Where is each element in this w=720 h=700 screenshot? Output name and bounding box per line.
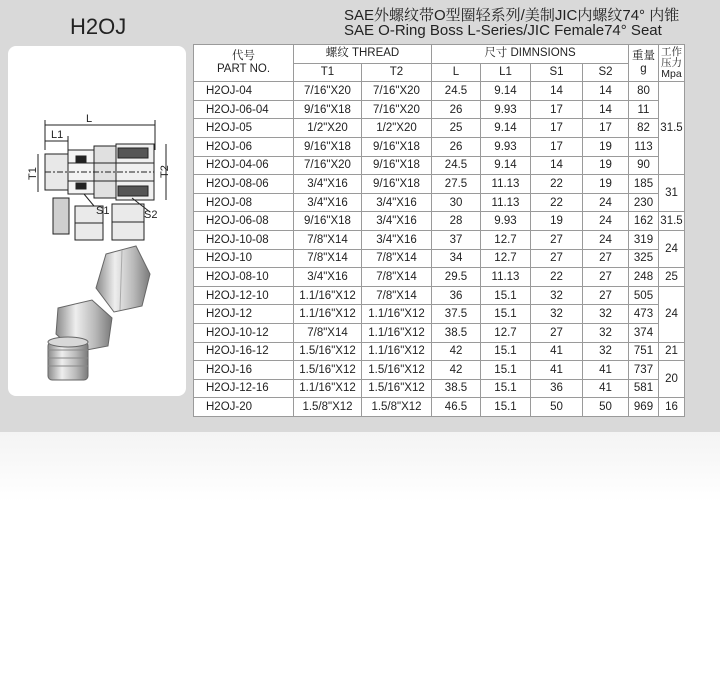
cell-pressure: 24 <box>659 286 685 342</box>
cell-l: 42 <box>432 342 481 361</box>
header-pressure-cn2: 压力 <box>661 56 682 69</box>
table-row <box>194 230 685 249</box>
cell-part-no: H2OJ-06-08 <box>194 212 294 231</box>
dim-label-S1: S1 <box>96 205 110 217</box>
cell-weight: 374 <box>629 323 659 342</box>
cell-l1: 15.1 <box>481 286 531 305</box>
cell-weight: 185 <box>629 175 659 194</box>
cell-s1: 22 <box>531 268 583 287</box>
cell-s2: 19 <box>583 156 629 175</box>
cell-l1: 9.93 <box>481 137 531 156</box>
cell-weight: 473 <box>629 305 659 324</box>
cell-t2: 9/16"X18 <box>362 137 432 156</box>
cell-s2: 32 <box>583 342 629 361</box>
cell-s1: 17 <box>531 100 583 119</box>
cell-s1: 36 <box>531 379 583 398</box>
cell-part-no: H2OJ-08-06 <box>194 175 294 194</box>
cell-l1: 9.14 <box>481 156 531 175</box>
cell-pressure: 20 <box>659 361 685 398</box>
cell-t1: 1.5/8"X12 <box>294 398 362 417</box>
cell-l1: 15.1 <box>481 379 531 398</box>
cell-t2: 3/4"X16 <box>362 212 432 231</box>
table-row <box>194 249 685 268</box>
cell-part-no: H2OJ-08 <box>194 193 294 212</box>
cell-t1: 3/4"X16 <box>294 268 362 287</box>
table-row <box>194 156 685 175</box>
header-part-no-en: PART NO. <box>216 63 271 76</box>
table-row <box>194 361 685 380</box>
dim-label-T2: T2 <box>159 165 171 178</box>
cell-part-no: H2OJ-12-16 <box>194 379 294 398</box>
cell-t2: 7/16"X20 <box>362 100 432 119</box>
cell-l: 24.5 <box>432 156 481 175</box>
cell-l1: 11.13 <box>481 175 531 194</box>
cell-s1: 17 <box>531 119 583 138</box>
product-code-title: H2OJ <box>70 14 127 39</box>
table-row <box>194 137 685 156</box>
cell-s2: 19 <box>583 175 629 194</box>
cell-pressure: 25 <box>659 268 685 287</box>
fitting-drawing <box>8 46 186 396</box>
cell-pressure: 31.5 <box>659 212 685 231</box>
cell-s2: 27 <box>583 268 629 287</box>
cell-s2: 24 <box>583 193 629 212</box>
table-row <box>194 305 685 324</box>
cell-l: 30 <box>432 193 481 212</box>
cell-l1: 11.13 <box>481 268 531 287</box>
cell-l1: 9.93 <box>481 212 531 231</box>
cell-l: 36 <box>432 286 481 305</box>
cell-t1: 1.1/16"X12 <box>294 305 362 324</box>
cell-pressure: 16 <box>659 398 685 417</box>
cell-l: 24.5 <box>432 82 481 101</box>
fitting-render <box>48 246 150 380</box>
table-row <box>194 268 685 287</box>
cell-t1: 1.5/16"X12 <box>294 342 362 361</box>
dim-label-T1: T1 <box>27 167 39 180</box>
cell-t2: 1.5/8"X12 <box>362 398 432 417</box>
cell-s2: 50 <box>583 398 629 417</box>
cell-l1: 9.93 <box>481 100 531 119</box>
cell-t1: 7/8"X14 <box>294 323 362 342</box>
header-dimensions: 尺寸 DIMNSIONS <box>432 45 629 64</box>
cell-weight: 80 <box>629 82 659 101</box>
table-row <box>194 175 685 194</box>
table-row <box>194 100 685 119</box>
header-l1: L1 <box>481 63 531 82</box>
cell-s1: 19 <box>531 212 583 231</box>
cell-weight: 969 <box>629 398 659 417</box>
cell-l1: 12.7 <box>481 230 531 249</box>
cell-s1: 27 <box>531 230 583 249</box>
cell-t2: 7/8"X14 <box>362 268 432 287</box>
table-row <box>194 82 685 101</box>
table-row <box>194 398 685 417</box>
header-s1: S1 <box>531 63 583 82</box>
cell-weight: 737 <box>629 361 659 380</box>
cell-s2: 24 <box>583 230 629 249</box>
cell-weight: 325 <box>629 249 659 268</box>
cell-l: 42 <box>432 361 481 380</box>
header-l: L <box>432 63 481 82</box>
cell-l1: 9.14 <box>481 82 531 101</box>
cell-part-no: H2OJ-16 <box>194 361 294 380</box>
page-shadow <box>0 432 720 502</box>
cell-t2: 3/4"X16 <box>362 230 432 249</box>
cell-weight: 11 <box>629 100 659 119</box>
cell-s1: 22 <box>531 175 583 194</box>
cell-s2: 27 <box>583 249 629 268</box>
cell-t1: 3/4"X16 <box>294 193 362 212</box>
cell-weight: 505 <box>629 286 659 305</box>
cell-part-no: H2OJ-12 <box>194 305 294 324</box>
cell-l: 38.5 <box>432 323 481 342</box>
cell-s2: 17 <box>583 119 629 138</box>
cell-l1: 15.1 <box>481 361 531 380</box>
cell-t1: 7/8"X14 <box>294 230 362 249</box>
cell-s2: 19 <box>583 137 629 156</box>
cell-t1: 1.1/16"X12 <box>294 379 362 398</box>
cell-part-no: H2OJ-06-04 <box>194 100 294 119</box>
cell-s2: 24 <box>583 212 629 231</box>
cell-l: 34 <box>432 249 481 268</box>
cell-s2: 41 <box>583 361 629 380</box>
cell-t2: 9/16"X18 <box>362 175 432 194</box>
header-t1: T1 <box>294 63 362 82</box>
table-row <box>194 379 685 398</box>
cell-s1: 50 <box>531 398 583 417</box>
cell-l: 37.5 <box>432 305 481 324</box>
cell-l: 29.5 <box>432 268 481 287</box>
table-row <box>194 212 685 231</box>
cell-part-no: H2OJ-10-08 <box>194 230 294 249</box>
cell-pressure: 21 <box>659 342 685 361</box>
cell-l1: 9.14 <box>481 119 531 138</box>
cell-weight: 82 <box>629 119 659 138</box>
cell-l: 26 <box>432 137 481 156</box>
cell-t1: 9/16"X18 <box>294 137 362 156</box>
table-row <box>194 342 685 361</box>
cell-s2: 41 <box>583 379 629 398</box>
cell-l: 38.5 <box>432 379 481 398</box>
cell-l: 25 <box>432 119 481 138</box>
cell-part-no: H2OJ-04 <box>194 82 294 101</box>
cell-t1: 1.1/16"X12 <box>294 286 362 305</box>
cell-pressure: 24 <box>659 230 685 267</box>
specification-table <box>193 44 685 417</box>
cell-weight: 162 <box>629 212 659 231</box>
cell-part-no: H2OJ-16-12 <box>194 342 294 361</box>
cell-s2: 32 <box>583 305 629 324</box>
cell-l1: 11.13 <box>481 193 531 212</box>
cell-l1: 12.7 <box>481 249 531 268</box>
cell-weight: 113 <box>629 137 659 156</box>
cell-part-no: H2OJ-10-12 <box>194 323 294 342</box>
cell-s1: 41 <box>531 361 583 380</box>
product-title-english: SAE O-Ring Boss L-Series/JIC Female74° Seat <box>344 22 662 39</box>
cell-l1: 12.7 <box>481 323 531 342</box>
header-weight <box>629 45 659 82</box>
cell-l: 26 <box>432 100 481 119</box>
cell-s2: 32 <box>583 323 629 342</box>
cell-pressure: 31 <box>659 175 685 212</box>
cell-weight: 90 <box>629 156 659 175</box>
cell-t1: 9/16"X18 <box>294 212 362 231</box>
cell-t2: 1.1/16"X12 <box>362 323 432 342</box>
cell-t1: 7/16"X20 <box>294 82 362 101</box>
dim-label-L1: L1 <box>51 129 64 141</box>
cell-l1: 15.1 <box>481 342 531 361</box>
cell-t2: 1/2"X20 <box>362 119 432 138</box>
cell-t2: 1.1/16"X12 <box>362 342 432 361</box>
cell-s2: 14 <box>583 82 629 101</box>
cell-s2: 14 <box>583 100 629 119</box>
header-weight-cn: 重量 <box>632 50 655 63</box>
cell-pressure: 31.5 <box>659 82 685 175</box>
cell-s1: 41 <box>531 342 583 361</box>
cell-l1: 15.1 <box>481 305 531 324</box>
cell-s1: 22 <box>531 193 583 212</box>
header-thread: 螺纹 THREAD <box>294 45 432 64</box>
cell-l: 37 <box>432 230 481 249</box>
cell-part-no: H2OJ-10 <box>194 249 294 268</box>
specification-table-body <box>194 82 685 417</box>
header-pressure-unit: Mpa <box>661 67 682 80</box>
table-row <box>194 323 685 342</box>
header-pressure-cn1: 工作 <box>661 45 682 58</box>
product-title-chinese: SAE外螺纹带O型圈轻系列/美制JIC内螺纹74° 内锥 <box>344 7 680 24</box>
cell-l: 28 <box>432 212 481 231</box>
dim-label-S2: S2 <box>144 209 158 221</box>
header-pressure <box>659 45 685 82</box>
cell-weight: 581 <box>629 379 659 398</box>
cell-weight: 248 <box>629 268 659 287</box>
cell-t2: 9/16"X18 <box>362 156 432 175</box>
header-part-no <box>194 45 294 82</box>
cell-part-no: H2OJ-08-10 <box>194 268 294 287</box>
cell-part-no: H2OJ-12-10 <box>194 286 294 305</box>
cell-t2: 1.5/16"X12 <box>362 379 432 398</box>
cell-s1: 14 <box>531 156 583 175</box>
header-weight-unit: g <box>640 63 647 76</box>
cell-s1: 27 <box>531 323 583 342</box>
cell-t1: 1.5/16"X12 <box>294 361 362 380</box>
cell-t2: 3/4"X16 <box>362 193 432 212</box>
cell-part-no: H2OJ-04-06 <box>194 156 294 175</box>
cell-l1: 15.1 <box>481 398 531 417</box>
cell-t1: 7/8"X14 <box>294 249 362 268</box>
header-t2: T2 <box>362 63 432 82</box>
cell-weight: 230 <box>629 193 659 212</box>
cell-part-no: H2OJ-20 <box>194 398 294 417</box>
cell-l: 27.5 <box>432 175 481 194</box>
cell-s1: 27 <box>531 249 583 268</box>
cell-s1: 17 <box>531 137 583 156</box>
cell-t2: 7/8"X14 <box>362 249 432 268</box>
cell-t2: 7/16"X20 <box>362 82 432 101</box>
cell-s1: 14 <box>531 82 583 101</box>
cell-s1: 32 <box>531 286 583 305</box>
cell-weight: 751 <box>629 342 659 361</box>
cell-s2: 27 <box>583 286 629 305</box>
cell-t1: 1/2"X20 <box>294 119 362 138</box>
cell-s1: 32 <box>531 305 583 324</box>
cell-l: 46.5 <box>432 398 481 417</box>
cell-t1: 3/4"X16 <box>294 175 362 194</box>
header-part-no-cn: 代号 <box>232 50 255 63</box>
cell-t1: 7/16"X20 <box>294 156 362 175</box>
product-image-panel <box>8 46 186 396</box>
dim-label-L: L <box>86 113 93 125</box>
cell-part-no: H2OJ-06 <box>194 137 294 156</box>
cell-t1: 9/16"X18 <box>294 100 362 119</box>
cell-t2: 1.5/16"X12 <box>362 361 432 380</box>
cell-t2: 7/8"X14 <box>362 286 432 305</box>
cell-weight: 319 <box>629 230 659 249</box>
cell-t2: 1.1/16"X12 <box>362 305 432 324</box>
table-row <box>194 193 685 212</box>
cell-part-no: H2OJ-05 <box>194 119 294 138</box>
table-row <box>194 119 685 138</box>
table-row <box>194 286 685 305</box>
header-s2: S2 <box>583 63 629 82</box>
